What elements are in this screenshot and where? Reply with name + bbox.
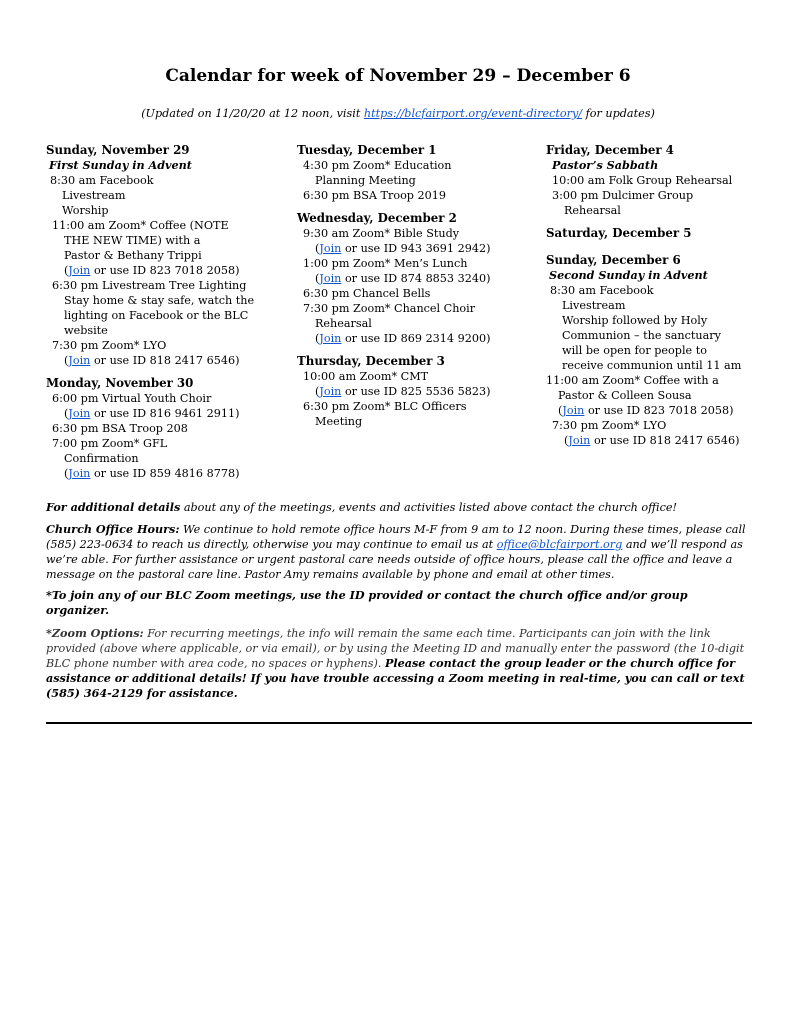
day-heading: Sunday, November 29 [46,143,190,157]
event [297,301,535,346]
event [297,399,535,429]
note-text: For recurring meetings, the info will remain the same each time. Participants can join with the link provided (above where applicable, or via email), or by using the Meeting ID and manually enter the password (the 10-digit BLC phone number with area code, no spaces or hyphens). [46,627,745,670]
join-link[interactable]: Join [568,434,591,447]
day-heading: Tuesday, December 1 [297,143,437,157]
meeting-id: or use ID 816 9461 2911) [90,407,240,420]
event-line: 9:30 am Zoom* Bible Study [303,227,460,240]
day-heading: Monday, November 30 [46,376,194,390]
zoom-id-line: (Join or use ID 874 8853 3240) [315,272,491,285]
event-line: Stay home & stay safe, watch the [64,294,255,307]
zoom-id-line: (Join or use ID 869 2314 9200) [315,332,491,345]
join-link[interactable]: Join [319,272,342,285]
event [46,436,286,481]
zoom-id-line: (Join or use ID 825 5536 5823) [315,385,491,398]
meeting-id: or use ID 859 4816 8778) [90,467,240,480]
event-line: 7:00 pm Zoom* GFL [52,437,168,450]
event [297,286,535,301]
office-hours-note [46,522,754,582]
event-line: Meeting [315,415,363,428]
update-note-post: for updates) [582,107,655,120]
join-link[interactable]: Join [68,407,91,420]
event-line: Worship followed by Holy [562,314,708,327]
event-line: Pastor & Colleen Sousa [558,389,692,402]
zoom-id-line: (Join or use ID 943 3691 2942) [315,242,491,255]
zoom-id-line: (Join or use ID 818 2417 6546) [564,434,740,447]
note-text: and we’ll respond as we’re able. For further assistance or urgent pastoral care needs outside of office hours, please call the office and leave a message on the pastoral care line. Pastor Amy remains available by phone and email at other times. [46,538,743,581]
day-heading: Friday, December 4 [546,143,674,157]
event-line: Worship [62,204,109,217]
event-line: 6:30 pm Livestream Tree Lighting [52,279,247,292]
zoom-id-line: (Join or use ID 859 4816 8778) [64,467,240,480]
event-line: 6:00 pm Virtual Youth Choir [52,392,212,405]
event [297,188,535,203]
join-link[interactable]: Join [562,404,585,417]
event-line: 11:00 am Zoom* Coffee with a [546,374,719,387]
event-line: lighting on Facebook or the BLC [64,309,249,322]
zoom-id-line: (Join or use ID 823 7018 2058) [558,404,734,417]
meeting-id: or use ID 818 2417 6546) [590,434,740,447]
page-title: Calendar for week of November 29 – December 6 [165,66,631,86]
event [46,173,286,218]
note-text: about any of the meetings, events and activities listed above contact the church office! [180,501,677,514]
join-link[interactable]: Join [319,242,342,255]
event-line: Pastor & Bethany Trippi [64,249,202,262]
event [297,256,535,286]
event-line: Livestream [62,189,126,202]
event-line: 7:30 pm Zoom* LYO [52,339,167,352]
event-line: Planning Meeting [315,174,416,187]
event-line: website [64,324,108,337]
event-line: 8:30 am Facebook [550,284,654,297]
zoom-id-line: (Join or use ID 816 9461 2911) [64,407,240,420]
event-line: 6:30 pm Chancel Bells [303,287,431,300]
join-link[interactable]: Join [68,467,91,480]
note-emphasis: Please contact the group leader or the church office for assistance or additional details! If you have trouble accessing a Zoom meeting in real-time, you can call or text (585) 364-2129 for assistance. [46,656,745,700]
event [46,218,286,278]
join-link[interactable]: Join [319,385,342,398]
note-text: We continue to hold remote office hours M-F from 9 am to 12 noon. During these times, please call (585) 223-0634 to reach us directly, otherwise you may continue to email us at [46,523,746,551]
note-heading: Church Office Hours: [46,522,180,536]
event-line: THE NEW TIME) with a [64,234,201,247]
event-line: 6:30 pm BSA Troop 208 [52,422,188,435]
meeting-id: or use ID 825 5536 5823) [341,385,491,398]
event-line: 6:30 pm Zoom* BLC Officers [303,400,467,413]
additional-details-note [46,500,754,515]
meeting-id: or use ID 943 3691 2942) [341,242,491,255]
column-2 [297,143,535,429]
event [46,391,286,421]
zoom-options-note [46,626,754,701]
event [297,369,535,399]
event-line: 10:00 am Zoom* CMT [303,370,429,383]
day-heading: Sunday, December 6 [546,253,681,267]
event-line: Communion – the sanctuary [562,329,721,342]
event [546,173,761,188]
event [46,338,286,368]
note-heading: For additional details [46,500,181,514]
divider [46,722,752,724]
event-line: receive communion until 11 am [562,359,742,372]
zoom-id-line: (Join or use ID 823 7018 2058) [64,264,240,277]
event-line: 3:00 pm Dulcimer Group [552,189,694,202]
event [546,188,761,218]
join-link[interactable]: Join [319,332,342,345]
event [546,373,761,418]
update-note-pre: (Updated on 11/20/20 at 12 noon, visit [141,107,364,120]
day-subheading: Second Sunday in Advent [549,268,708,282]
event [297,226,535,256]
event [546,418,761,448]
day-heading: Wednesday, December 2 [297,211,457,225]
zoom-id-line: (Join or use ID 818 2417 6546) [64,354,240,367]
event-line: Rehearsal [564,204,621,217]
event [46,278,286,338]
event [297,158,535,188]
event-line: 7:30 pm Zoom* LYO [552,419,667,432]
day-subheading: First Sunday in Advent [49,158,192,172]
meeting-id: or use ID 874 8853 3240) [341,272,491,285]
event-line: 8:30 am Facebook [50,174,154,187]
event-line: Livestream [562,299,626,312]
event-line: 4:30 pm Zoom* Education [303,159,452,172]
event-line: 11:00 am Zoom* Coffee (NOTE [52,219,229,232]
meeting-id: or use ID 818 2417 6546) [90,354,240,367]
event-line: 6:30 pm BSA Troop 2019 [303,189,446,202]
event-line: 1:00 pm Zoom* Men’s Lunch [303,257,468,270]
event-line: Confirmation [64,452,139,465]
event-line: 7:30 pm Zoom* Chancel Choir [303,302,476,315]
event-line: will be open for people to [562,344,707,357]
event-line: Rehearsal [315,317,372,330]
event-directory-link[interactable]: https://blcfairport.org/event-directory/ [363,107,583,120]
column-3 [546,143,761,448]
day-heading: Thursday, December 3 [297,354,445,368]
event [546,283,761,373]
meeting-id: or use ID 823 7018 2058) [90,264,240,277]
event [46,421,286,436]
join-link[interactable]: Join [68,354,91,367]
day-subheading: Pastor’s Sabbath [552,158,659,172]
meeting-id: or use ID 869 2314 9200) [341,332,491,345]
column-1 [46,143,286,481]
update-note [0,107,796,120]
zoom-join-note: *To join any of our BLC Zoom meetings, use the ID provided or contact the church office and/or group organizer. [46,588,688,617]
meeting-id: or use ID 823 7018 2058) [584,404,734,417]
day-heading: Saturday, December 5 [546,226,692,240]
note-heading: *Zoom Options: [46,626,144,640]
event-line: 10:00 am Folk Group Rehearsal [552,174,733,187]
join-link[interactable]: Join [68,264,91,277]
office-email-link[interactable]: office@blcfairport.org [496,538,623,551]
